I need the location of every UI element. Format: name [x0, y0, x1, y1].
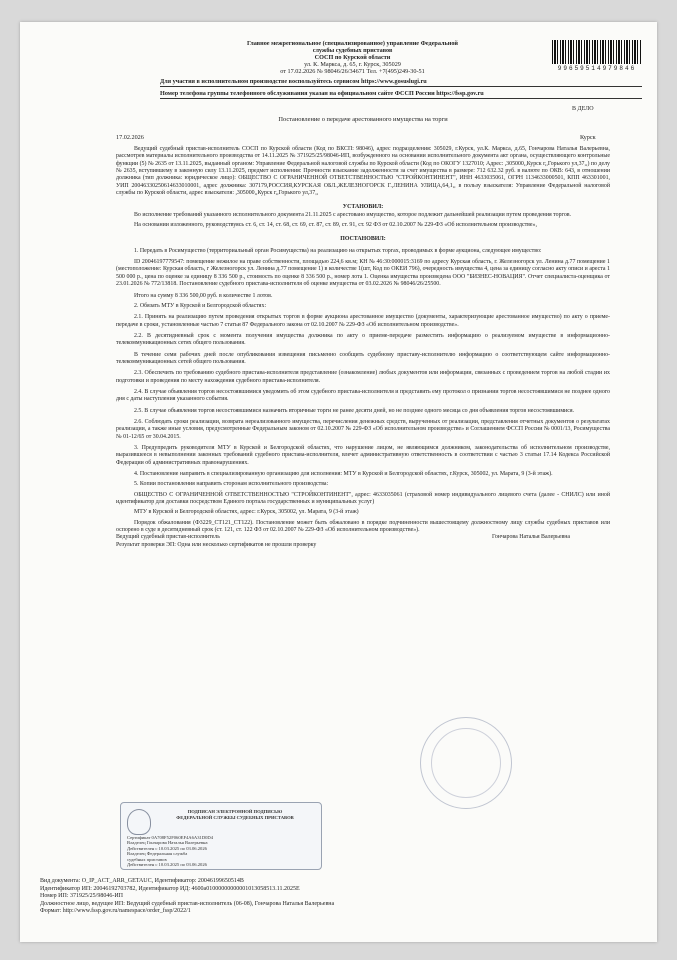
resolved-paragraph-1: 1. Передать в Росимущество (территориальный орган Росимущества) на реализацию на открытых торгах, проводимых в форме аукциона, следующее имущество:	[134, 247, 542, 254]
stamp-details	[127, 835, 317, 867]
document-body	[116, 146, 610, 550]
paragraph-3: 3. Предупредить руководителя МТУ в Курской и Белгородской областях, что нарушение лицом, не являющимся должником, законодательства об исполнительном производстве, выразившееся в невыполнении законных требований судебного пристава-исполнителя, влечет административную ответственность в соответствии с частью 3 статьи 17.14 Кодекса Российской Федерации об административных правонарушениях.	[116, 445, 610, 466]
intro-paragraph: Ведущий судебный пристав-исполнитель СОСП по Курской области (Код по ВКСП: 98046), адрес подразделения: 305029, г.Курск, ул.К. Маркса, д.65, Гончарова Наталья Валерьевна, рассмотрев материалы исполнительного производства от 14.11.2025 № 371925/25/98046-ИП, возбужденного на основании исполнительного документа акт органа, осуществляющего контрольные функции (5) № 2635 от 13.11.2025, выданный органом: Управление Федеральной налоговой службы по Курской области (Код по ОКОГУ 1327010; Адрес: ,305000,,Курск г,,Горького ул,37,,) по делу № 2635, вступившему в законную силу 13.11.2025, предмет исполнения: Прочности взыскание задолженности за счет имущества в размере: 712 632.32 руб. в валюте по ОКВ: 643, в отношении должника (тип должника: юридическое лицо): ОБЩЕСТВО С ОГРАНИЧЕННОЙ ОТВЕТСТВЕННОСТЬЮ "СТРОЙКОНТИНЕНТ", ИНН 4633035061, ОГРН 1134633000501, КПП 463301001, УИП 20046330250614633010001, адрес должника: 307179,РОССИЯ,КУРСКАЯ ОБЛ.,ЖЕЛЕЗНОГОРСК Г.,ЛЕНИНА УЛИЦА,64,1,, в пользу взыскателя: Управление Федеральной налоговой службы по Курской области, адрес взыскателя: ,305000,,Курск г,,Горького ул,37,,	[116, 146, 610, 197]
established-paragraph: Во исполнение требований указанного исполнительного документа 21.11.2025 с арестовано имущество, которое подлежит дальнейшей реализации путем проведения торгов.	[134, 211, 572, 218]
signer-name: Гончарова Наталья Валерьевна	[491, 534, 570, 541]
footer-ip-number: Номер ИП: 371925/25/98046-ИП	[40, 893, 124, 900]
document-date: 17.02.2026	[116, 134, 144, 141]
ep-check-result: Результат проверки ЭП: Одна или несколько сертификатов не прошли проверку	[116, 542, 317, 549]
recipient-mtu: МТУ в Курской и Белгородской областях, адрес: г.Курск, 305002, ул. Марата, 9 (3-й этаж)	[134, 509, 359, 516]
appeal-procedure: Порядок обжалования (Ф3229_СТ121_СТ122). Постановление может быть обжаловано в порядке подчиненности вышестоящему должностному лицу службы судебных приставов или оспорено в суде в десятидневный срок (ст. 121, ст. 122 ФЗ от 02.10.2007 № 229-ФЗ «Об исполнительном производстве»).	[116, 519, 610, 534]
footer-official: Должностное лицо, ведущее ИП: Ведущий судебный пристав-исполнитель (06-08), Гончарова Наталья Валерьевна	[40, 900, 335, 907]
paragraph-2-3: 2.3. Обеспечить по требованию судебного пристава-исполнителя представление (ознакомление) любых документов или информации, связанных с проведением торгов на любой стадии их подготовки и проведения по месту нахождения судебного пристава-исполнителя.	[116, 370, 610, 384]
e-signature-stamp	[120, 802, 322, 870]
round-seal-inner	[431, 728, 501, 798]
barcode-number: 99659514979846	[557, 65, 637, 72]
document-page	[20, 22, 657, 942]
header-divider	[160, 86, 642, 87]
paragraph-2-5: 2.5. В случае объявления торгов несостоявшимися назначить вторичные торги не ранее десяти дней, но не позднее одного месяца со дня объявления торгов несостоявшимися.	[134, 407, 575, 414]
stamp-detail: Сертификат 0A708F52F060EF4A6A31D0D4	[127, 835, 214, 840]
resolved-heading: ПОСТАНОВИЛ:	[340, 236, 386, 243]
stamp-line-1: ПОДПИСАН ЭЛЕКТРОННОЙ ПОДПИСЬЮ	[187, 809, 283, 814]
established-heading: УСТАНОВИЛ:	[342, 204, 384, 211]
property-paragraph: ID 20046197779547: помещение нежилое на праве собственности, площадью 224,6 кв.м; КН № 46:30:000015:3169 по адресу Курская область, г. Железногорск ул. Ленина д.77 помещение 1 (местоположение: Курская область, г Железногорск ул. Ленина д.77 помещение 1) в количестве 1(шт, Код по ОКЕИ 796), очередность имущества 4, цена за единицу согласно акту описи и ареста 1 500 000 р., цена по оценке за единицу 8 336 500 р., стоимость по оценке 8 336 500 р., номер лота 1. Оценка имущества произведена ООО "БИЗНЕС-НОВАЦИЯ". Отчет специалиста-оценщика от 23.01.2026 № 772/13818. Постановление судебного пристава-исполнителя об оценке имущества от 03.02.2026 № 98046/26/25500.	[116, 259, 610, 288]
stamp-detail: Владелец Федеральная служба	[127, 851, 188, 857]
paragraph-5: 5. Копии постановления направить сторонам исполнительного производства:	[134, 481, 329, 488]
paragraph-4: 4. Постановление направить в специализированную организацию для исполнения: МТУ в Курской и Белгородской областях, г.Курск, 305002, ул. Марата, 9 (3-й этаж).	[134, 471, 553, 478]
header-address: ул. К. Маркса, д. 65, г. Курск, 305029	[304, 61, 401, 68]
obligation-paragraph: 2. Обязать МТУ в Курской и Белгородской областях:	[134, 302, 267, 309]
stamp-detail: судебных приставов	[127, 856, 167, 862]
header-service: службы судебных приставов	[312, 47, 393, 54]
stamp-line-2: ФЕДЕРАЛЬНОЙ СЛУЖБЫ СУДЕБНЫХ ПРИСТАВОВ	[176, 815, 294, 820]
header-agency: Главное межрегиональное (специализированное) управление Федеральной	[247, 40, 458, 47]
stamp-detail: Действителен с 10.03.2025 по 03.06.2026	[127, 862, 207, 868]
footer-format: Формат: http://www.fssp.gov.ru/namespace/order_fssp/2022/1	[40, 908, 191, 915]
basis-paragraph: На основании изложенного, руководствуясь ст. 6, ст. 14, ст. 68, ст. 69, ст. 87, ст. 89, ст. 91, ст. 92 ФЗ от 02.10.2007 № 229-ФЗ «Об исполнительном производстве»,	[134, 222, 537, 229]
total-paragraph: Итого на сумму 8 336 500,00 руб. в количестве 1 лотов.	[134, 292, 273, 299]
round-seal	[420, 717, 512, 809]
paragraph-2-2: 2.2. В десятидневный срок с момента получения имущества должника по акту о приеме-передаче разместить информацию о реализуемом имуществе в информационно-телекоммуникационных сетях общего пользования.	[116, 332, 610, 347]
to-file-mark: В ДЕЛО	[572, 106, 594, 112]
paragraph-notice: В течение семи рабочих дней после опубликования извещения письменно сообщить судебному приставу-исполнителю информацию о соответствующем сайте информационно-телекоммуникационных сетей общего пользования.	[116, 351, 610, 365]
paragraph-2-4: 2.4. В случае объявления торгов несостоявшимися уведомить об этом судебного пристава-исполнителя и представить ему протокол о признании торгов несостоявшимися не позднее одного дня с даты наступления указанного события.	[116, 388, 610, 403]
recipient-debtor: ОБЩЕСТВО С ОГРАНИЧЕННОЙ ОТВЕТСТВЕННОСТЬЮ "СТРОЙКОНТИНЕНТ", адрес: 4633035061 (страховой номер индивидуального лицевого счета (далее - СНИЛС) или иной идентификатор для доставки посредством Единого портала государственных и муниципальных услуг)	[116, 491, 610, 506]
stamp-detail: Владелец Гончарова Наталья Валерьевна	[127, 840, 208, 846]
paragraph-2-1: 2.1. Принять на реализацию путем проведения открытых торгов в форме аукциона арестованное имущество (документы, характеризующие арестованное имущество) по акту о приеме-передаче в сроки, установленные частью 7 статьи 87 Федерального закона от 02.10.2007 № 229-ФЗ «Об исполнительном производстве».	[116, 314, 610, 328]
header-phone-note: Номер телефона группы телефонного обслуживания указан на официальном сайте ФССП России https://fssp.gov.ru	[160, 90, 484, 97]
stamp-detail: Действителен с 10.03.2025 по 03.06.2026	[127, 845, 207, 851]
document-title: Постановление о передаче арестованного имущества на торги	[278, 116, 448, 123]
emblem-icon	[127, 809, 151, 835]
header-gosuslugi-note: Для участия в исполнительном производстве воспользуйтесь сервисом https://www.gosuslugi.ru	[160, 78, 427, 85]
paragraph-2-6: 2.6. Соблюдать сроки реализации, возврата нереализованного имущества, перечисления денежных средств, вырученных от реализации, представления отчетных документов о результатах реализации, а также иные условия, предусмотренные Федеральным законом от 02.10.2007 № 229-ФЗ «Об исполнительном производстве» и Соглашением ФССП России № 0001/13, Росимущества № 01-12/65 от 30.04.2015.	[116, 418, 610, 440]
document-footer	[40, 878, 640, 916]
footer-doc-type: Вид документа: O_IP_ACT_ARR_GETAUC, Идентификатор: 20046199650514В	[40, 878, 244, 884]
signer-title: Ведущий судебный пристав-исполнитель	[116, 534, 220, 541]
footer-ip-id: Идентификатор ИП: 20046192703782, Идентификатор ИД: 4600а01000000000001013058513.11.2025Е	[40, 885, 300, 892]
signer-row	[116, 534, 610, 542]
header-reg-number: от 17.02.2026 № 98046/26/34671 Тел. +7(495)249-30-51	[280, 68, 425, 75]
header-department: СОСП по Курской области	[314, 54, 391, 61]
header-divider-2	[160, 98, 642, 99]
barcode	[552, 40, 642, 64]
document-city: Курск	[580, 134, 596, 141]
